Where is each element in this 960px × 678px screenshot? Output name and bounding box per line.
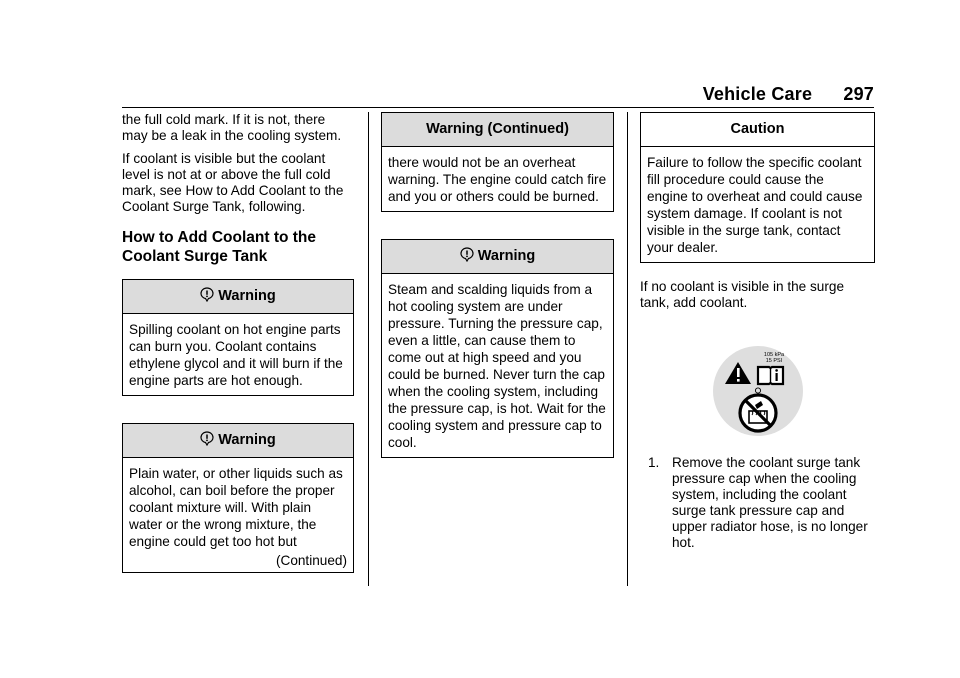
caution-text: Failure to follow the specific coolant fill procedure could cause the engine to overheat and could cause system damage. If coolant is not visible in the surge tank, contact your dealer. [647, 155, 863, 255]
warning-box [122, 279, 354, 396]
section-heading: How to Add Coolant to the Coolant Surge Tank [122, 229, 316, 265]
page-number: 297 [843, 84, 874, 104]
header-rule [122, 107, 874, 108]
warning-symbol-icon [460, 247, 474, 262]
surge-tank-cap-symbol [640, 345, 875, 437]
page-header [703, 84, 874, 105]
warning-box-body [123, 458, 353, 572]
column-divider-2 [627, 112, 628, 586]
caution-header: Caution [641, 113, 874, 147]
warning-box [381, 239, 614, 458]
pressure-psi-label: 15 PSI [765, 358, 782, 364]
paragraph: If coolant is visible but the coolant level is not at or above the full cold mark, see How to Add Coolant to the Coolant Surge Tank, following. [122, 151, 344, 214]
warning-text: Steam and scalding liquids from a hot cooling system are under pressure. Turning the pressure cap, even a little, can cause them to come out at high speed and you could be burned. Never turn the cap when the cooling system, including the pressure cap, is hot. Wait for the cooling system and pressure cap to cool. [388, 282, 606, 450]
step-text: Remove the coolant surge tank pressure cap when the cooling system, including the coolant surge tank pressure cap and upper radiator hose, is no longer hot. [672, 455, 868, 550]
continued-label: (Continued) [275, 553, 347, 568]
section-title: Vehicle Care [702, 84, 813, 104]
step-number: 1. [648, 455, 660, 470]
caution-box [640, 112, 875, 263]
paragraph: If no coolant is visible in the surge tank, add coolant. [640, 279, 845, 310]
pressure-cap-symbol-icon [712, 345, 804, 437]
column-3 [640, 112, 875, 551]
column-divider-1 [368, 112, 369, 586]
warning-header [382, 240, 613, 274]
warning-header [123, 280, 353, 314]
warning-header: Warning (Continued) [382, 113, 613, 147]
warning-continued-box [381, 112, 614, 212]
procedure-step [648, 455, 875, 551]
column-2 [381, 112, 614, 458]
warning-title: Warning [477, 248, 536, 264]
warning-symbol-icon [200, 431, 214, 446]
column-1 [122, 112, 354, 573]
manual-book-icon [758, 367, 783, 384]
paragraph: the full cold mark. If it is not, there may be a leak in the cooling system. [122, 112, 342, 143]
warning-box [122, 423, 354, 573]
warning-symbol-icon [200, 287, 214, 302]
no-open-hot-icon [740, 395, 776, 431]
warning-header [123, 424, 353, 458]
pressure-kpa-label: 105 kPa [763, 352, 784, 358]
warning-text: Spilling coolant on hot engine parts can burn you. Coolant contains ethylene glycol and it will burn if the engine parts are hot enough. [129, 322, 343, 388]
warning-text: there would not be an overheat warning. The engine could catch fire and you or others could be burned. [388, 155, 607, 204]
warning-title: Warning [218, 288, 276, 304]
warning-text: Plain water, or other liquids such as alcohol, can boil before the proper coolant mixture will. With plain water or the wrong mixture, the engine could get too hot but [129, 466, 343, 549]
warning-title: Warning [218, 432, 276, 448]
